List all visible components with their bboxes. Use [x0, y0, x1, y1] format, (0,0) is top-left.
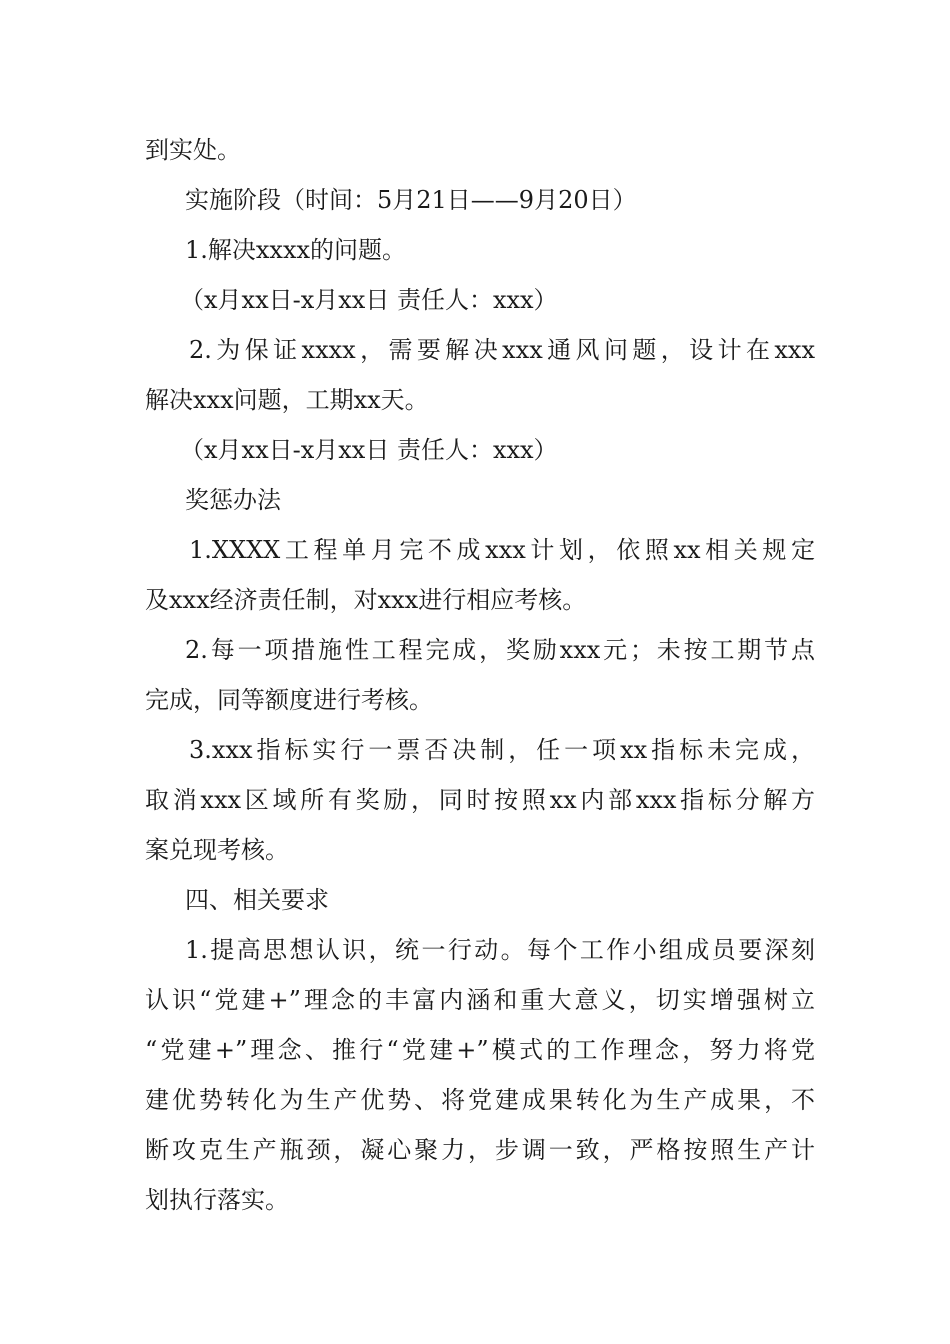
- section-heading-implementation: 实施阶段（时间：5月21日——9月20日）: [185, 186, 637, 214]
- text-line: 及xxx经济责任制，对xxx进行相应考核。: [145, 586, 587, 614]
- list-item: 3.xxx指标实行一票否决制，任一项xx指标未完成，: [189, 736, 815, 764]
- list-item: 2.为保证xxxx，需要解决xxx通风问题，设计在xxx: [189, 336, 815, 364]
- text-line: 到实处。: [145, 136, 241, 164]
- list-item: 2.每一项措施性工程完成，奖励xxx元；未按工期节点: [185, 636, 815, 664]
- section-heading-requirements: 四、相关要求: [185, 886, 329, 914]
- list-item: 1.XXXX工程单月完不成xxx计划，依照xx相关规定: [189, 536, 815, 564]
- text-line: 划执行落实。: [145, 1186, 289, 1214]
- text-line: 完成，同等额度进行考核。: [145, 686, 433, 714]
- schedule-note: （x月xx日-x月xx日 责任人：xxx）: [180, 286, 558, 314]
- text-line: 取消xxx区域所有奖励，同时按照xx内部xxx指标分解方: [145, 786, 815, 814]
- list-item: 1.提高思想认识，统一行动。每个工作小组成员要深刻: [185, 936, 815, 964]
- text-line: “党建+”理念、推行“党建+”模式的工作理念，努力将党: [145, 1036, 815, 1064]
- section-heading-rewards: 奖惩办法: [185, 486, 281, 514]
- text-line: 建优势转化为生产优势、将党建成果转化为生产成果，不: [145, 1086, 815, 1114]
- schedule-note: （x月xx日-x月xx日 责任人：xxx）: [180, 436, 558, 464]
- text-line: 案兑现考核。: [145, 836, 289, 864]
- text-line: 断攻克生产瓶颈，凝心聚力，步调一致，严格按照生产计: [145, 1136, 815, 1164]
- list-item: 1.解决xxxx的问题。: [185, 236, 407, 264]
- text-line: 认识“党建+”理念的丰富内涵和重大意义，切实增强树立: [145, 986, 815, 1014]
- text-line: 解决xxx问题，工期xx天。: [145, 386, 429, 414]
